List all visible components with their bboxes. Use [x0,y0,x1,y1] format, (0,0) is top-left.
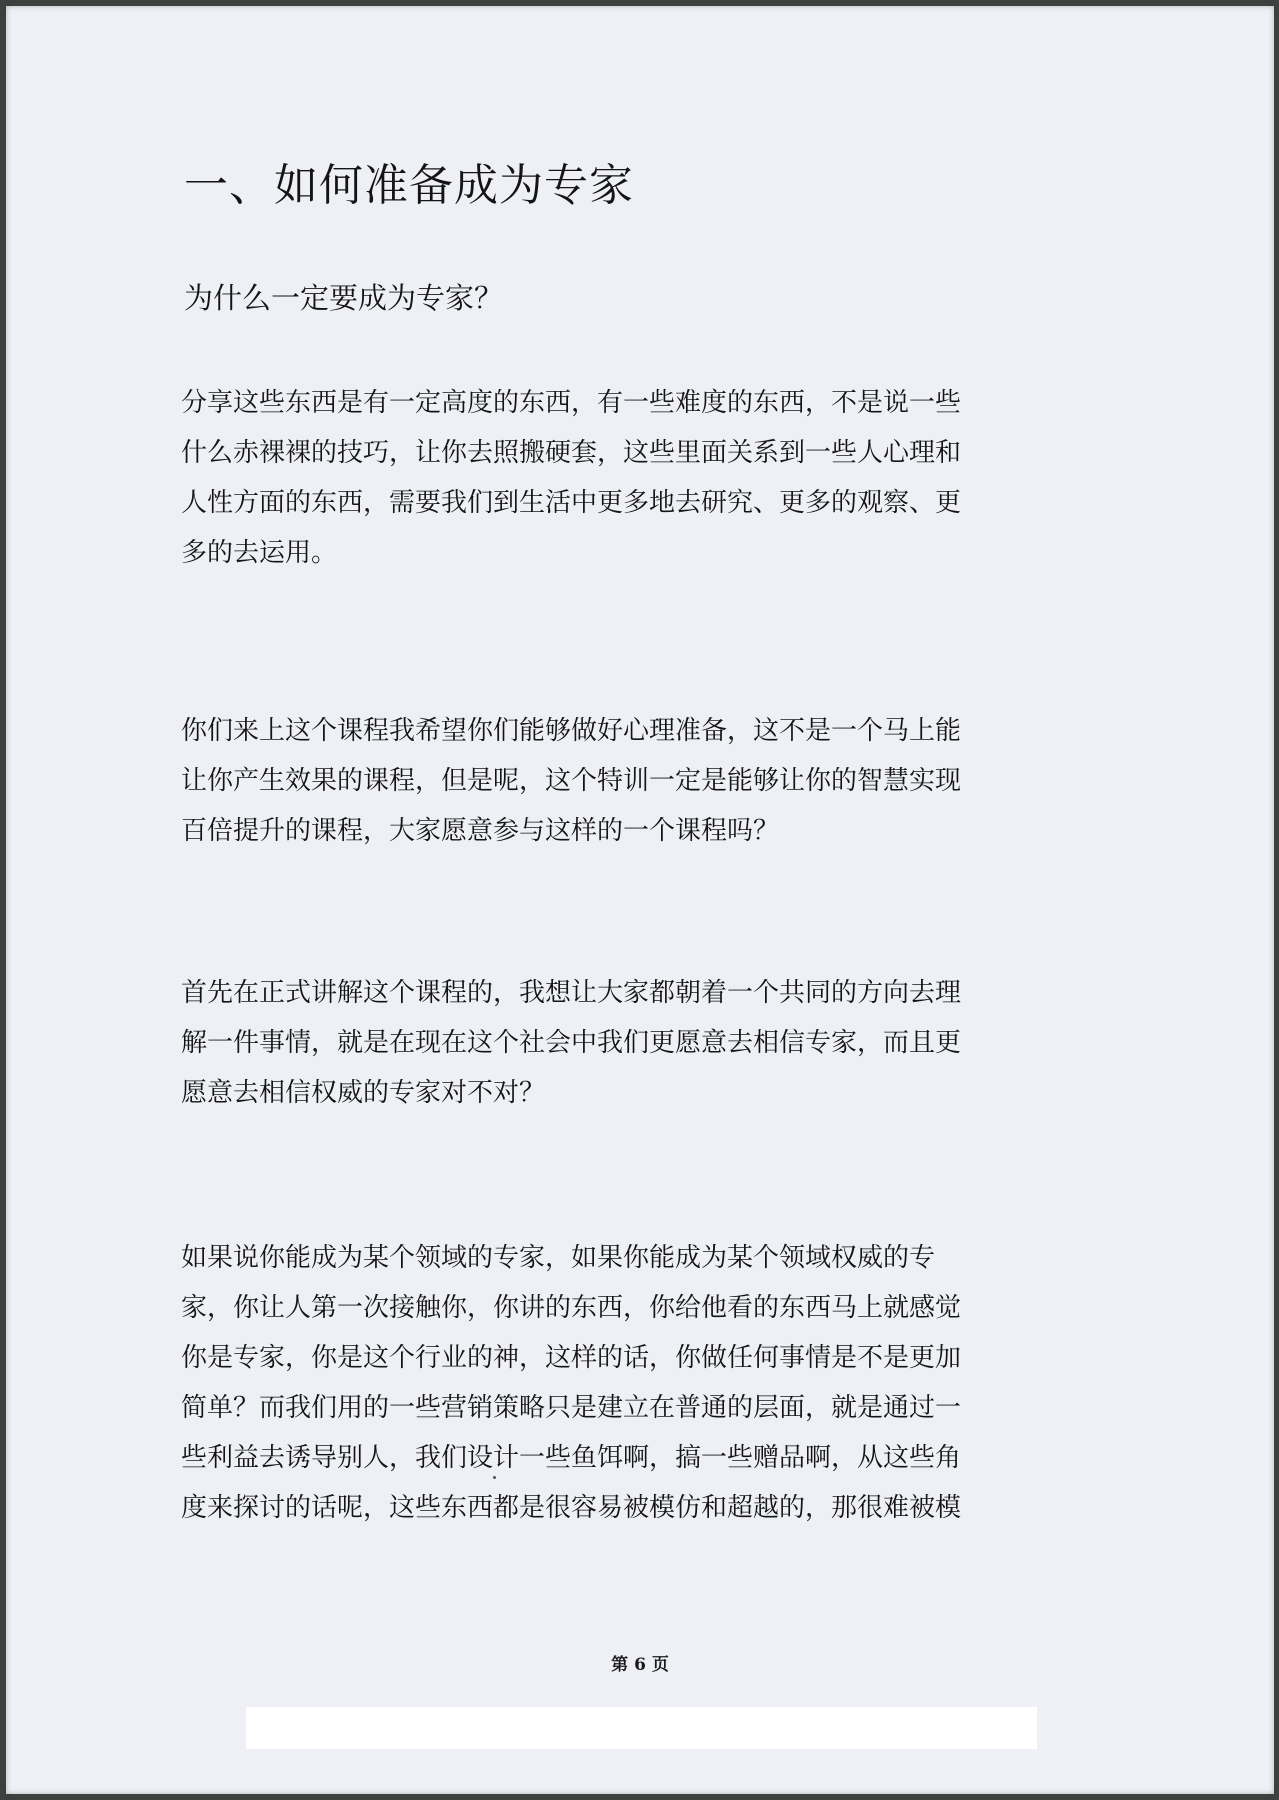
paragraph-line: 多的去运用。 [181,538,338,568]
paragraph-line: 你们来上这个课程我希望你们能够做好心理准备，这不是一个马上能 [181,716,962,746]
redaction-bar [246,1707,1037,1749]
paragraph-4 [181,1233,1053,1533]
document-page [6,6,1274,1794]
scan-speck [493,1476,496,1479]
page-number: 第 6 页 [611,1655,669,1675]
paragraph-line: 百倍提升的课程，大家愿意参与这样的一个课程吗？ [181,816,780,846]
paragraph-line: 如果说你能成为某个领域的专家，如果你能成为某个领域权威的专 [181,1243,936,1273]
paragraph-line: 度来探讨的话呢，这些东西都是很容易被模仿和超越的，那很难被模 [181,1493,962,1523]
section-subheading: 为什么一定要成为专家？ [184,281,504,315]
paragraph-line: 简单？而我们用的一些营销策略只是建立在普通的层面，就是通过一 [181,1393,962,1423]
paragraph-line: 家，你让人第一次接触你，你讲的东西，你给他看的东西马上就感觉 [181,1293,962,1323]
paragraph-line: 什么赤裸裸的技巧，让你去照搬硬套，这些里面关系到一些人心理和 [181,438,962,468]
section-heading: 一、如何准备成为专家 [184,160,634,211]
paragraph-line: 让你产生效果的课程，但是呢，这个特训一定是能够让你的智慧实现 [181,766,962,796]
paragraph-2 [181,706,1053,856]
paragraph-line: 首先在正式讲解这个课程的，我想让大家都朝着一个共同的方向去理 [181,978,962,1008]
paragraph-line: 些利益去诱导别人，我们设计一些鱼饵啊，搞一些赠品啊，从这些角 [181,1443,962,1473]
paragraph-line: 解一件事情，就是在现在这个社会中我们更愿意去相信专家，而且更 [181,1028,962,1058]
paragraph-3 [181,968,1053,1118]
paragraph-line: 你是专家，你是这个行业的神，这样的话，你做任何事情是不是更加 [181,1343,962,1373]
paragraph-line: 分享这些东西是有一定高度的东西，有一些难度的东西，不是说一些 [181,388,962,418]
paragraph-1 [181,378,1053,578]
paragraph-line: 愿意去相信权威的专家对不对？ [181,1078,546,1108]
paragraph-line: 人性方面的东西，需要我们到生活中更多地去研究、更多的观察、更 [181,488,962,518]
